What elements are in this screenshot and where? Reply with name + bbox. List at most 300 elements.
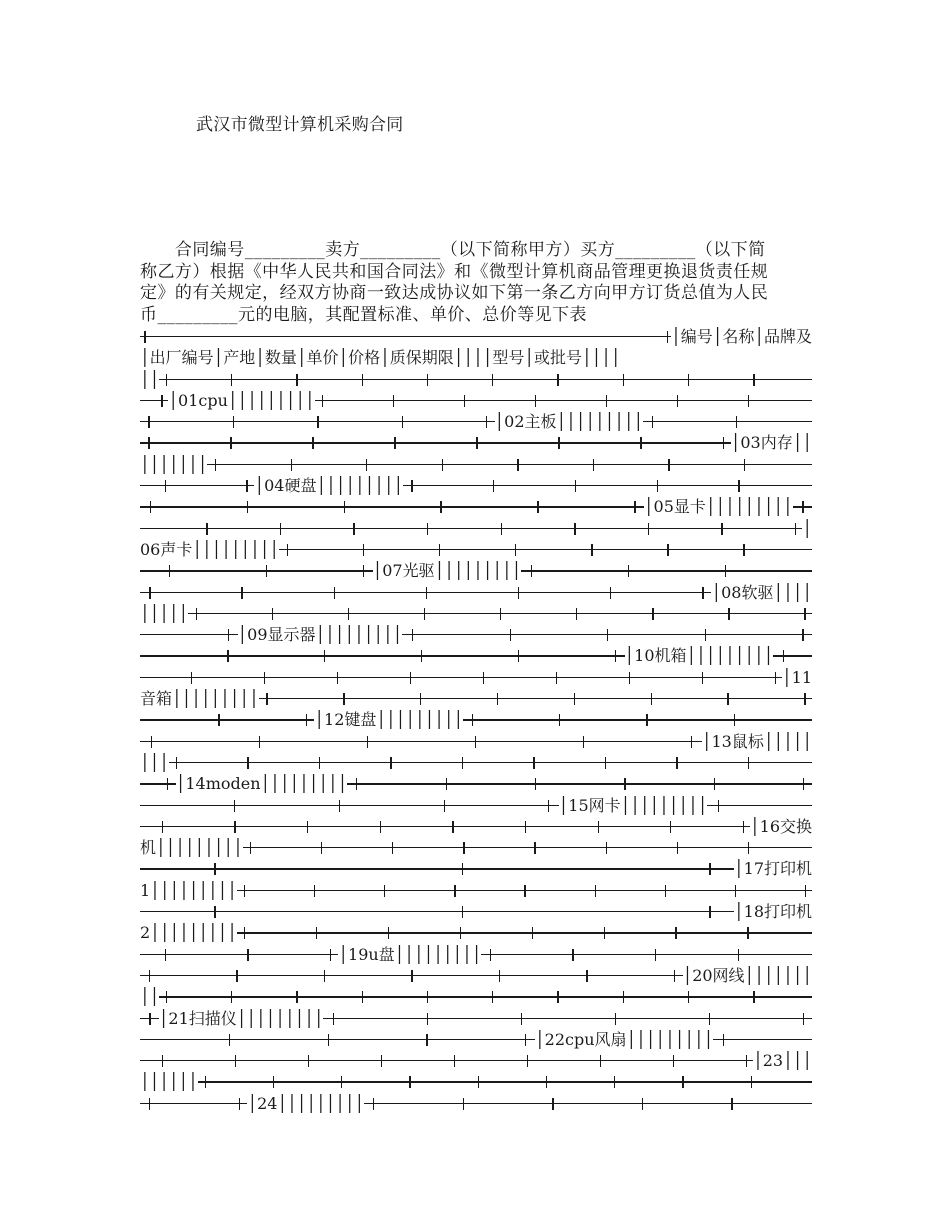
- table-junction: [714, 778, 715, 790]
- table-rule: [140, 677, 782, 678]
- table-junction: [743, 821, 744, 833]
- table-rule: [140, 1103, 247, 1104]
- table-text-line: [140, 965, 812, 986]
- table-junction: [775, 672, 776, 684]
- table-junction: [384, 885, 385, 897]
- table-text: ││││││: [140, 1072, 198, 1092]
- table-junction: [344, 501, 345, 513]
- table-junction: [521, 1013, 522, 1025]
- table-junction: [392, 842, 393, 854]
- table-junction: [296, 374, 297, 386]
- table-junction: [229, 1034, 230, 1046]
- table-junction: [753, 374, 754, 386]
- table-junction: [537, 501, 538, 513]
- table-text-line: [140, 390, 812, 411]
- table-junction: [206, 523, 207, 535]
- table-junction: [803, 1013, 804, 1025]
- table-junction: [410, 672, 411, 684]
- table-junction: [675, 927, 676, 939]
- table-junction: [363, 544, 364, 556]
- table-junction: [322, 395, 323, 407]
- table-junction: [497, 693, 498, 705]
- table-junction: [534, 842, 535, 854]
- table-junction: [657, 480, 658, 492]
- table-junction: [169, 565, 170, 577]
- table-junction: [486, 416, 487, 428]
- table-text: 1│││││││││: [140, 880, 237, 900]
- table-junction: [239, 1098, 240, 1110]
- table-text-line: [140, 816, 812, 837]
- table-rule: [140, 528, 802, 529]
- table-text: │19u盘│││││││││: [338, 944, 482, 964]
- table-junction: [439, 544, 440, 556]
- table-junction: [718, 800, 719, 812]
- table-text: │17打印机: [734, 859, 812, 879]
- table-junction: [460, 927, 461, 939]
- table-junction: [442, 459, 443, 471]
- table-junction: [546, 1076, 547, 1088]
- table-junction: [247, 949, 248, 961]
- table-junction: [149, 970, 150, 982]
- table-junction: [490, 949, 491, 961]
- table-text-line: [140, 560, 812, 581]
- table-rule: [403, 485, 812, 486]
- table-text: │20网线│││││││: [682, 965, 812, 985]
- table-text: │07光驱│││││││││: [372, 561, 522, 581]
- table-text-line: [140, 454, 812, 475]
- table-junction: [525, 821, 526, 833]
- table-junction: [499, 970, 500, 982]
- table-junction: [535, 395, 536, 407]
- table-text-line: [140, 645, 812, 666]
- table-junction: [640, 437, 641, 449]
- table-junction: [150, 501, 151, 513]
- table-rule: [140, 954, 338, 955]
- table-text: │10机箱│││││││││: [624, 646, 774, 666]
- table-junction: [677, 842, 678, 854]
- table-text: 2│││││││││: [140, 923, 237, 943]
- table-junction: [668, 459, 669, 471]
- table-junction: [691, 736, 692, 748]
- table-junction: [676, 757, 677, 769]
- table-junction: [291, 459, 292, 471]
- table-junction: [688, 991, 689, 1003]
- table-junction: [642, 1098, 643, 1110]
- table-junction: [804, 608, 805, 620]
- table-rule: [364, 1103, 812, 1104]
- table-junction: [343, 693, 344, 705]
- table-junction: [218, 714, 219, 726]
- table-junction: [373, 1098, 374, 1110]
- table-junction: [454, 1055, 455, 1067]
- table-junction: [743, 544, 744, 556]
- table-text-line: [140, 369, 812, 390]
- table-junction: [356, 778, 357, 790]
- table-junction: [535, 778, 536, 790]
- table-junction: [333, 1013, 334, 1025]
- table-junction: [390, 757, 391, 769]
- table-text-line: [140, 944, 812, 965]
- table-junction: [165, 949, 166, 961]
- table-junction: [548, 800, 549, 812]
- table-text-line: [140, 1008, 812, 1029]
- table-junction: [273, 1076, 274, 1088]
- table-junction: [420, 693, 421, 705]
- contract-intro: [140, 240, 812, 326]
- item-table-text: [140, 326, 812, 1114]
- table-junction: [426, 1034, 427, 1046]
- table-text-line: [140, 880, 812, 901]
- table-junction: [517, 459, 518, 471]
- table-junction: [802, 501, 803, 513]
- table-junction: [748, 842, 749, 854]
- table-junction: [362, 374, 363, 386]
- table-junction: [324, 650, 325, 662]
- table-junction: [492, 374, 493, 386]
- table-junction: [648, 523, 649, 535]
- table-junction: [427, 374, 428, 386]
- table-junction: [804, 693, 805, 705]
- table-rule: [159, 379, 812, 380]
- table-junction: [464, 395, 465, 407]
- table-junction: [483, 672, 484, 684]
- table-junction: [576, 608, 577, 620]
- table-junction: [709, 906, 710, 918]
- table-junction: [247, 757, 248, 769]
- table-junction: [652, 416, 653, 428]
- table-junction: [166, 374, 167, 386]
- table-junction: [424, 608, 425, 620]
- table-junction: [531, 565, 532, 577]
- table-junction: [557, 991, 558, 1003]
- table-text-line: [140, 603, 812, 624]
- table-junction: [328, 1034, 329, 1046]
- table-text: ││: [140, 369, 160, 389]
- table-text-line: [140, 475, 812, 496]
- table-rule: [140, 506, 644, 507]
- table-junction: [623, 991, 624, 1003]
- table-junction: [161, 395, 162, 407]
- table-rule: [140, 1060, 753, 1061]
- table-junction: [586, 970, 587, 982]
- table-junction: [583, 736, 584, 748]
- table-junction: [593, 459, 594, 471]
- table-junction: [709, 1013, 710, 1025]
- table-text-line: [140, 858, 812, 879]
- table-junction: [651, 693, 652, 705]
- table-text: │││││││: [140, 454, 208, 474]
- table-junction: [525, 1034, 526, 1046]
- table-junction: [259, 736, 260, 748]
- table-junction: [795, 523, 796, 535]
- table-text: │23│││: [753, 1051, 812, 1071]
- table-junction: [411, 480, 412, 492]
- table-junction: [746, 1055, 747, 1067]
- table-junction: [670, 821, 671, 833]
- table-junction: [682, 1076, 683, 1088]
- table-junction: [702, 587, 703, 599]
- table-junction: [524, 885, 525, 897]
- table-junction: [427, 523, 428, 535]
- table-junction: [167, 778, 168, 790]
- table-text-line: [140, 922, 812, 943]
- table-junction: [614, 1076, 615, 1088]
- table-junction: [348, 608, 349, 620]
- table-text-line: [140, 347, 812, 368]
- table-rule: [315, 400, 812, 401]
- table-text-line: [140, 1093, 812, 1114]
- table-junction: [244, 927, 245, 939]
- table-junction: [214, 863, 215, 875]
- table-junction: [688, 374, 689, 386]
- table-junction: [247, 501, 248, 513]
- table-rule: [140, 336, 671, 337]
- table-text: │15网卡│││││││││: [558, 795, 708, 815]
- table-junction: [805, 885, 806, 897]
- table-junction: [272, 608, 273, 620]
- table-text-line: [140, 539, 812, 560]
- table-text: │出厂编号│产地│数量│单价│价格│质保期限││││型号│或批号││││: [140, 348, 621, 368]
- table-rule: [207, 464, 812, 465]
- table-junction: [166, 991, 167, 1003]
- table-junction: [575, 480, 576, 492]
- table-text-line: [140, 731, 812, 752]
- table-junction: [162, 821, 163, 833]
- table-text-line: [140, 795, 812, 816]
- table-junction: [149, 1098, 150, 1110]
- table-junction: [518, 650, 519, 662]
- table-junction: [334, 587, 335, 599]
- table-junction: [595, 885, 596, 897]
- table-rule: [279, 549, 812, 550]
- table-text: │03内存││: [730, 433, 812, 453]
- table-junction: [235, 1055, 236, 1067]
- table-text-line: [140, 518, 812, 539]
- table-rule: [463, 719, 812, 720]
- table-junction: [454, 885, 455, 897]
- table-junction: [233, 416, 234, 428]
- table-junction: [205, 1076, 206, 1088]
- table-junction: [533, 757, 534, 769]
- table-junction: [753, 991, 754, 1003]
- table-rule: [140, 783, 176, 784]
- table-text-line: [140, 496, 812, 517]
- table-text-line: [140, 667, 812, 688]
- table-junction: [341, 1076, 342, 1088]
- table-text: 06声卡│││││││││: [140, 539, 280, 559]
- table-text-line: [140, 986, 812, 1007]
- table-junction: [736, 416, 737, 428]
- table-rule: [169, 762, 812, 763]
- table-rule: [140, 1039, 535, 1040]
- table-text: │││: [140, 752, 169, 772]
- table-junction: [598, 821, 599, 833]
- table-junction: [316, 927, 317, 939]
- table-junction: [306, 714, 307, 726]
- table-junction: [572, 949, 573, 961]
- table-junction: [478, 1076, 479, 1088]
- table-text: │02主板│││││││││: [494, 412, 644, 432]
- table-text: │04硬盘│││││││││: [254, 476, 404, 496]
- table-text-line: [140, 837, 812, 858]
- table-junction: [646, 714, 647, 726]
- table-junction: [803, 778, 804, 790]
- table-junction: [501, 523, 502, 535]
- table-text-line: [140, 411, 812, 432]
- table-junction: [748, 757, 749, 769]
- table-text-line: [140, 1029, 812, 1050]
- table-junction: [463, 842, 464, 854]
- table-junction: [244, 885, 245, 897]
- table-junction: [381, 1055, 382, 1067]
- table-junction: [380, 821, 381, 833]
- table-rule: [259, 698, 812, 699]
- table-junction: [607, 629, 608, 641]
- table-junction: [492, 991, 493, 1003]
- table-junction: [317, 416, 318, 428]
- table-junction: [388, 927, 389, 939]
- table-junction: [591, 544, 592, 556]
- table-junction: [723, 437, 724, 449]
- table-text: │05显卡│││││││││: [643, 497, 793, 517]
- table-text-line: [140, 432, 812, 453]
- table-junction: [234, 821, 235, 833]
- table-junction: [296, 991, 297, 1003]
- table-rule: [140, 570, 373, 571]
- table-junction: [234, 800, 235, 812]
- table-text: │09显示器│││││││││: [237, 625, 403, 645]
- table-junction: [227, 650, 228, 662]
- table-junction: [412, 629, 413, 641]
- intro-line: 币_________元的电脑，其配置标准、单价、总价等见下表: [140, 304, 587, 325]
- table-junction: [624, 778, 625, 790]
- contract-title: 武汉市微型计算机采购合同: [196, 115, 404, 135]
- table-rule: [140, 741, 702, 742]
- table-rule: [773, 655, 812, 656]
- table-text-line: [140, 582, 812, 603]
- table-junction: [337, 672, 338, 684]
- table-rule: [140, 868, 734, 869]
- table-junction: [402, 416, 403, 428]
- table-text-line: [140, 1050, 812, 1071]
- table-junction: [738, 480, 739, 492]
- table-junction: [321, 842, 322, 854]
- table-junction: [440, 501, 441, 513]
- table-junction: [783, 650, 784, 662]
- table-text-line: [140, 1071, 812, 1092]
- table-junction: [667, 331, 668, 343]
- table-junction: [446, 778, 447, 790]
- table-junction: [444, 800, 445, 812]
- table-text: 机│││││││││: [140, 838, 243, 858]
- table-rule: [140, 911, 734, 912]
- table-junction: [250, 842, 251, 854]
- table-text-line: [140, 688, 812, 709]
- table-junction: [228, 629, 229, 641]
- table-rule: [243, 847, 812, 848]
- table-junction: [149, 1013, 150, 1025]
- table-text: │编号│名称│品牌及: [671, 327, 812, 346]
- table-junction: [196, 608, 197, 620]
- table-junction: [738, 949, 739, 961]
- table-junction: [734, 714, 735, 726]
- table-junction: [665, 885, 666, 897]
- table-junction: [307, 821, 308, 833]
- table-rule: [140, 826, 750, 827]
- table-junction: [667, 544, 668, 556]
- table-junction: [393, 395, 394, 407]
- table-junction: [149, 587, 150, 599]
- table-junction: [312, 437, 313, 449]
- table-junction: [308, 1055, 309, 1067]
- table-junction: [705, 629, 706, 641]
- table-junction: [744, 459, 745, 471]
- table-rule: [643, 421, 812, 422]
- table-junction: [574, 523, 575, 535]
- table-junction: [394, 437, 395, 449]
- table-text-line: [140, 709, 812, 730]
- intro-line: 合同编号_________卖方_________（以下简称甲方）买方_________（以下简: [140, 240, 766, 260]
- table-junction: [802, 629, 803, 641]
- table-junction: [709, 863, 710, 875]
- table-junction: [500, 608, 501, 620]
- table-junction: [176, 757, 177, 769]
- table-junction: [330, 949, 331, 961]
- table-junction: [266, 693, 267, 705]
- table-junction: [241, 587, 242, 599]
- table-junction: [527, 1055, 528, 1067]
- table-junction: [266, 565, 267, 577]
- table-junction: [655, 949, 656, 961]
- table-junction: [615, 650, 616, 662]
- table-junction: [151, 736, 152, 748]
- table-junction: [725, 565, 726, 577]
- table-junction: [215, 459, 216, 471]
- table-junction: [472, 714, 473, 726]
- table-text: ││: [140, 987, 160, 1007]
- table-junction: [518, 587, 519, 599]
- table-text: │21扫描仪│││││││││: [158, 1008, 324, 1028]
- table-junction: [264, 672, 265, 684]
- table-junction: [615, 1013, 616, 1025]
- table-junction: [634, 501, 635, 513]
- table-junction: [230, 437, 231, 449]
- table-junction: [452, 821, 453, 833]
- table-junction: [748, 395, 749, 407]
- table-junction: [362, 991, 363, 1003]
- table-junction: [623, 374, 624, 386]
- table-text: │14moden│││││││││: [175, 774, 348, 794]
- table-junction: [557, 374, 558, 386]
- table-junction: [510, 629, 511, 641]
- table-junction: [280, 523, 281, 535]
- table-text-line: [140, 752, 812, 773]
- table-rule: [140, 655, 625, 656]
- table-text-line: [140, 624, 812, 645]
- table-junction: [246, 480, 247, 492]
- table-text: │13鼠标│││││: [701, 731, 812, 751]
- table-junction: [236, 970, 237, 982]
- table-junction: [427, 991, 428, 1003]
- table-text: │16交换: [750, 816, 812, 836]
- table-junction: [165, 480, 166, 492]
- table-junction: [162, 1055, 163, 1067]
- table-junction: [231, 374, 232, 386]
- table-text-line: [140, 901, 812, 922]
- table-junction: [731, 1098, 732, 1110]
- table-junction: [532, 927, 533, 939]
- table-junction: [600, 1055, 601, 1067]
